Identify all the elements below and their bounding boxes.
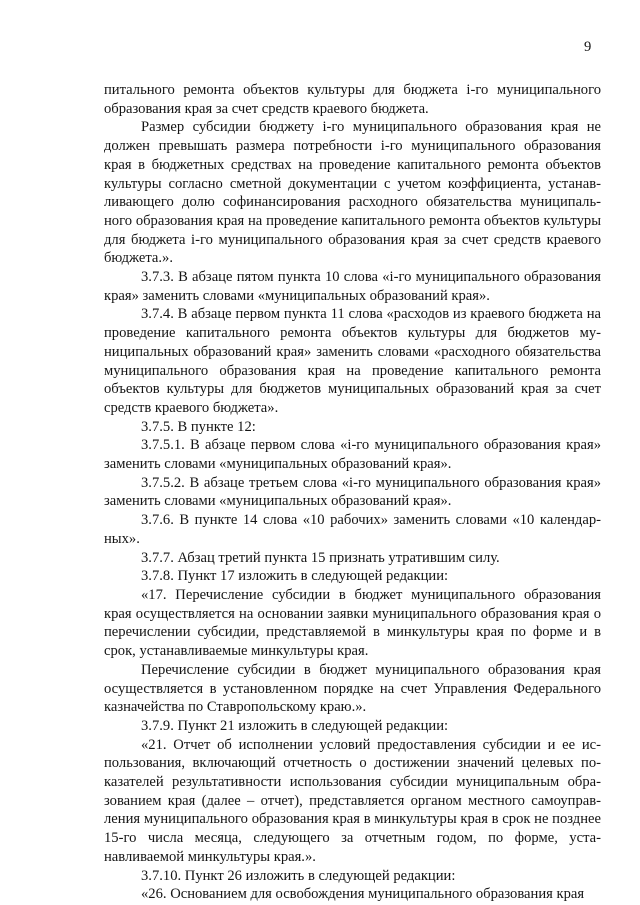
paragraph-3-7-3: 3.7.3. В абзаце пятом пункта 10 слова «i-го муниципального образования края» заменить словами «муниципальных образований края». bbox=[104, 269, 601, 304]
paragraph-3-7-7: 3.7.7. Абзац третий пункта 15 признать утратившим силу. bbox=[141, 549, 500, 566]
paragraph-3-7-9: 3.7.9. Пункт 21 изложить в следующей редакции: bbox=[141, 717, 449, 734]
page-number: 9 bbox=[584, 39, 592, 55]
paragraph-continuation: питального ремонта объектов культуры для бюджета i-го муниципального образования края за счет средств краевого бюджета. bbox=[104, 82, 601, 117]
paragraph-3-7-4: 3.7.4. В абзаце первом пункта 11 слова «расходов из краевого бюджета на проведение капитального ремонта объектов культуры для бюджетов муниципальных образований края» заменить словами «расходного обязательства муниципального образования края на проведение капитального ремонта объектов культуры для бюджетов муниципальных образований края за счет средств краевого бюджета». bbox=[104, 306, 601, 416]
paragraph-3-7-5: 3.7.5. В пункте 12: bbox=[141, 418, 256, 435]
paragraph-item-17: «17. Перечисление субсидии в бюджет муниципального образования края осуществляется на основании заявки муниципального образования края о перечислении субсидии, представляемой в минкультуры края по форме и в срок, устанавливаемые минкультуры края. bbox=[104, 586, 601, 660]
paragraph-transfer: Перечисление субсидии в бюджет муниципального образования края осуществляется в установленном порядке на счет Управления Федерального казначейства по Ставропольскому краю.». bbox=[104, 661, 601, 716]
paragraph-3-7-5-1: 3.7.5.1. В абзаце первом слова «i-го муниципального образования края» заменить словами «муниципальных образований края». bbox=[104, 437, 601, 473]
paragraph-subsidy-size: Размер субсидии бюджету i-го муниципального образования края не должен превышать размера потребности i-го муниципального образования края в бюджетных средствах на проведение капитального ремонта объектов культуры согласно сметной документации с учетом коэффициента, устанавливающего долю софинансирования расходного обязательства муниципального образования края на проведение капитального ремонта объектов культуры для бюджета i-го муниципального образования края за счет средств краевого бюджета.». bbox=[104, 119, 601, 267]
paragraph-3-7-6: 3.7.6. В пункте 14 слова «10 рабочих» заменить словами «10 календарных». bbox=[104, 512, 601, 547]
paragraph-item-21: «21. Отчет об исполнении условий предоставления субсидии и ее использования, включающий отчетность о достижении значений целевых показателей результативности использования субсидии муниципальным образованием края (далее – отчет), представляется органом местного самоуправления муниципального образования края в минкультуры края в срок не позднее 15-го числа месяца, следующего за отчетным годом, по форме, устанавливаемой минкультуры края.». bbox=[104, 736, 601, 865]
paragraph-item-26: «26. Основанием для освобождения муниципального образования края bbox=[141, 886, 585, 903]
paragraph-3-7-5-2: 3.7.5.2. В абзаце третьем слова «i-го муниципального образования края» заменить словами «муниципальных образований края». bbox=[104, 474, 601, 510]
paragraph-3-7-8: 3.7.8. Пункт 17 изложить в следующей редакции: bbox=[141, 568, 449, 585]
paragraph-3-7-10: 3.7.10. Пункт 26 изложить в следующей редакции: bbox=[141, 867, 456, 884]
document-body bbox=[104, 81, 601, 904]
